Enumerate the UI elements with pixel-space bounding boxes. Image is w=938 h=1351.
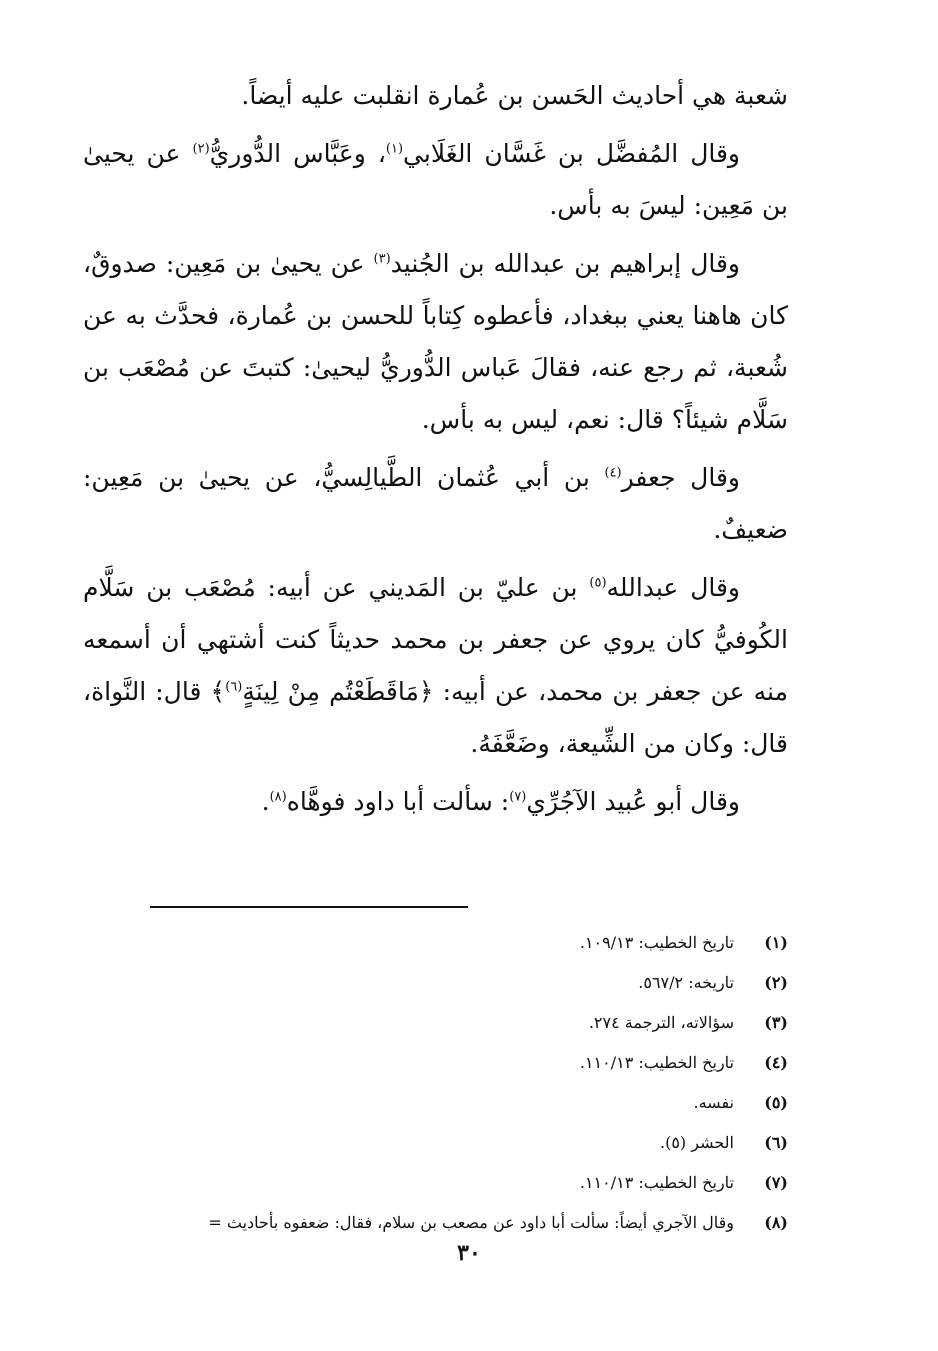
paragraph-text: وقال المُفضَّل بن غَسَّان الغَلَابي <box>403 139 740 168</box>
footnote-item <box>68 1123 788 1163</box>
paragraph-text: : سألت أبا داود فوهَّاه <box>286 787 510 816</box>
footnote-item <box>68 1003 788 1043</box>
footnote-number: (٦) <box>764 1133 788 1152</box>
paragraph-text: ، وعَبَّاس الدُّوريُّ <box>209 139 386 168</box>
paragraph-text: وقال عبدالله <box>606 573 740 602</box>
paragraph-text: عن يحيىٰ بن مَعِين: صدوقٌ، كان هاهنا يعني ببغداد، فأعطوه كِتاباً للحسن بن عُمارة، فحدَّث به عن شُعبة، ثم رجع عنه، فقالَ عَباس الدُّوريُّ ليحيىٰ: كتبتَ عن مُصْعَب بن سَلَّام شيئاً؟ قال: نعم، ليس به بأس. <box>83 249 788 434</box>
paragraph <box>83 776 788 828</box>
footnote-item <box>68 963 788 1003</box>
footnote-text: تاريخه: ٥٦٧/٢. <box>638 973 734 992</box>
paragraph-text: شعبة هي أحاديث الحَسن بن عُمارة انقلبت عليه أيضاً. <box>241 81 788 110</box>
footnote-number: (٣) <box>764 1013 788 1032</box>
paragraph-text: وقال أبو عُبيد الآجُرِّي <box>526 787 740 816</box>
footnote-item <box>68 1203 788 1243</box>
footnote-ref[interactable]: (١) <box>385 141 404 157</box>
footnote-text: الحشر (٥). <box>660 1133 734 1152</box>
paragraph-text: وقال إبراهيم بن عبدالله بن الجُنيد <box>390 249 740 278</box>
paragraph <box>83 562 788 770</box>
footnote-item <box>68 1083 788 1123</box>
footnote-item <box>68 1163 788 1203</box>
paragraph-text: بن عليّ بن المَديني عن أبيه: مُصْعَب بن سَلَّام الكُوفيُّ كان يروي عن جعفر بن محمد حديثاً كنت أشتهي أن أسمعه منه عن جعفر بن محمد، عن أبيه: ﴿مَاقَطَعْتُم مِنْ لِينَةٍ <box>83 573 788 706</box>
footnotes <box>68 923 788 1243</box>
paragraph-text: وقال جعفر <box>621 463 740 492</box>
paragraph <box>83 70 788 122</box>
footnote-ref[interactable]: (٨) <box>269 789 287 805</box>
footnote-ref[interactable]: (٥) <box>589 575 607 591</box>
footnote-text: نفسه. <box>693 1093 734 1112</box>
footnote-text: تاريخ الخطيب: ١٠٩/١٣. <box>579 933 734 952</box>
footnote-ref[interactable]: (٣) <box>373 251 391 267</box>
footnote-number: (٨) <box>764 1213 788 1232</box>
footnote-ref[interactable]: (٧) <box>509 789 527 805</box>
footnote-item <box>68 1043 788 1083</box>
footnote-number: (٤) <box>764 1053 788 1072</box>
footnote-number: (٧) <box>764 1173 788 1192</box>
footnote-ref[interactable]: (٢) <box>192 141 210 157</box>
paragraph-text: ﴾ قال: النَّواة، قال: وكان من الشِّيعة، وضَعَّفَهُ. <box>83 677 788 758</box>
paragraph <box>83 128 788 232</box>
paragraph-text: بن أبي عُثمان الطَّيالِسيُّ، عن يحيىٰ بن مَعِين: ضعيفٌ. <box>83 463 788 544</box>
footnote-number: (١) <box>764 933 788 952</box>
footnote-text: تاريخ الخطيب: ١١٠/١٣. <box>579 1053 734 1072</box>
paragraph <box>83 238 788 446</box>
paragraph-text: . <box>261 787 270 816</box>
footnote-text: سؤالاته، الترجمة ٢٧٤. <box>588 1013 734 1032</box>
footnote-item <box>68 923 788 963</box>
footnote-ref[interactable]: (٦) <box>225 679 243 695</box>
main-text <box>83 70 788 834</box>
paragraph-text: عن يحيىٰ بن مَعِين: ليسَ به بأس. <box>83 139 788 220</box>
page-number: ٣٠ <box>457 1240 481 1266</box>
footnote-text: تاريخ الخطيب: ١١٠/١٣. <box>579 1173 734 1192</box>
footnote-number: (٢) <box>764 973 788 992</box>
footnote-number: (٥) <box>764 1093 788 1112</box>
paragraph <box>83 452 788 556</box>
footnote-text: وقال الآجري أيضاً: سألت أبا داود عن مصعب بن سلام، فقال: ضعفوه بأحاديث = <box>208 1213 734 1232</box>
footnote-ref[interactable]: (٤) <box>604 465 622 481</box>
footnote-divider <box>150 906 468 908</box>
